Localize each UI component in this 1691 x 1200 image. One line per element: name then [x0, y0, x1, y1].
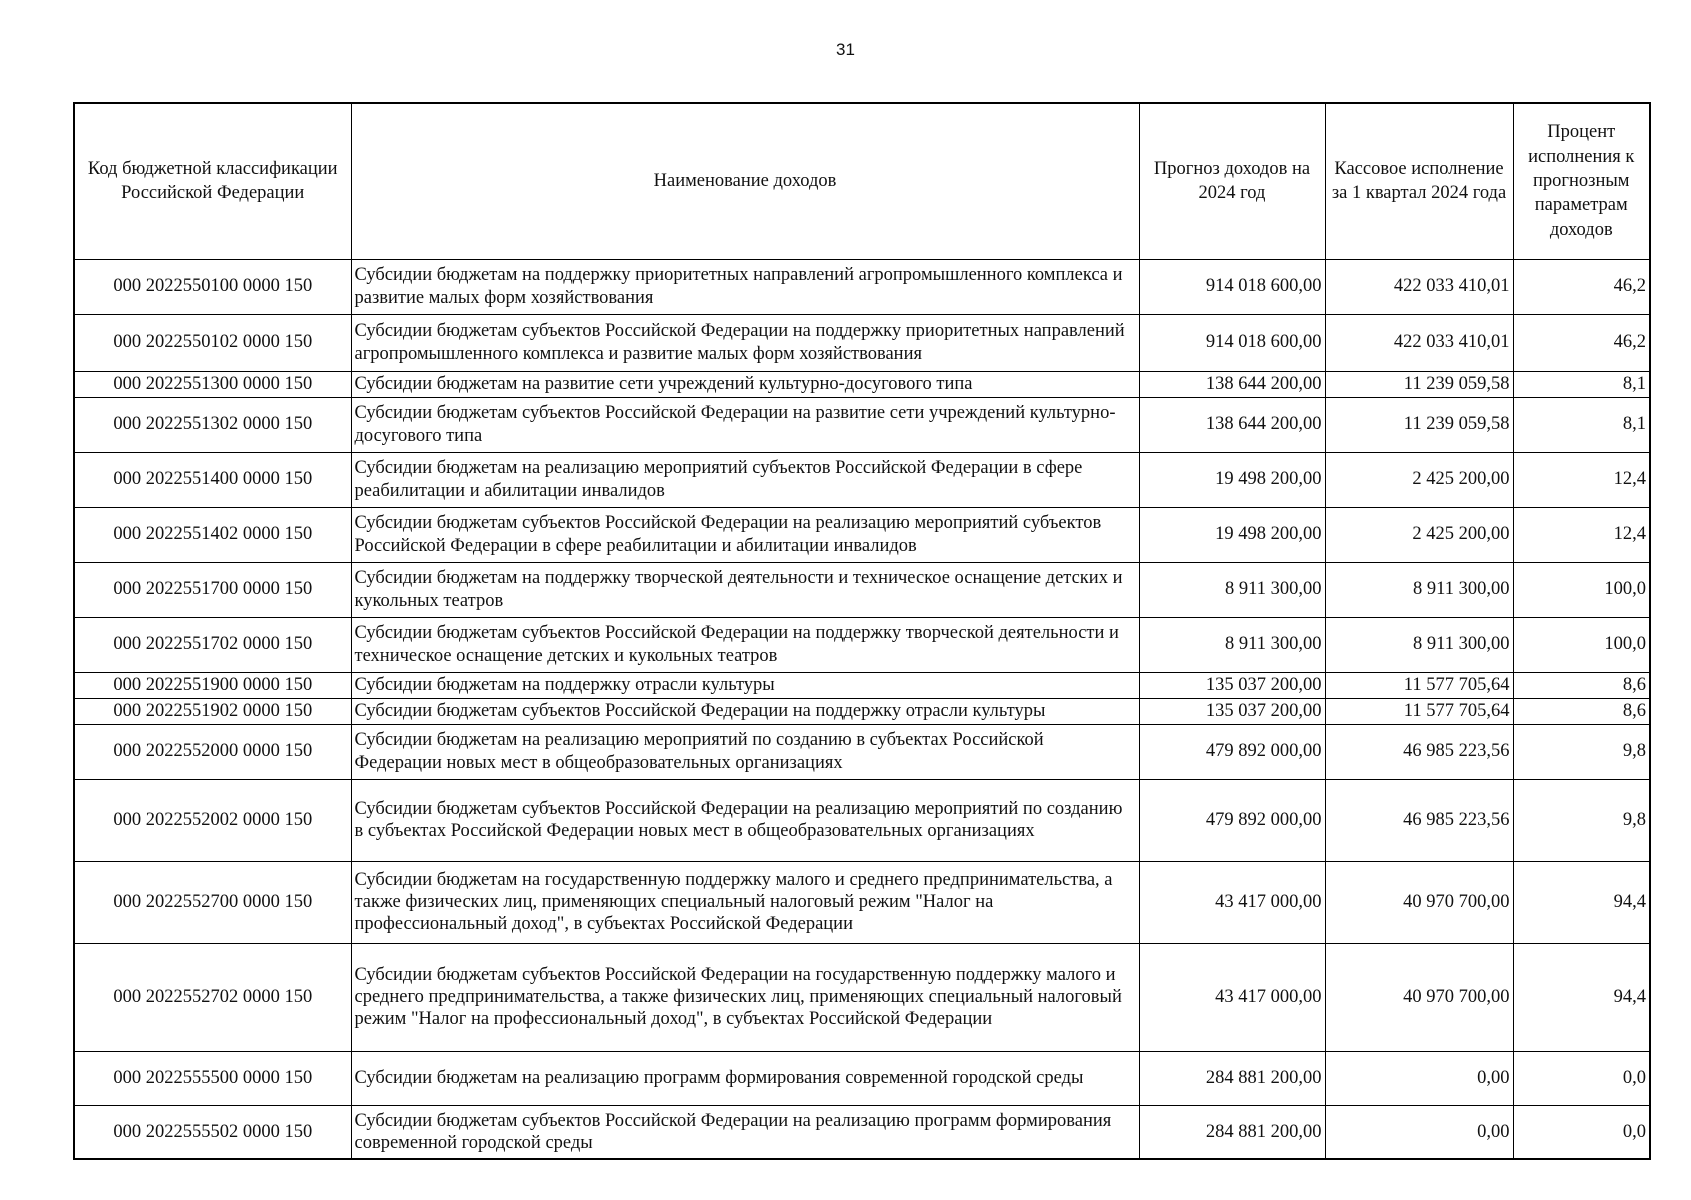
cell-name: Субсидии бюджетам субъектов Российской Федерации на реализацию программ формирования современной городской среды — [351, 1105, 1139, 1159]
cell-forecast: 19 498 200,00 — [1139, 452, 1325, 507]
cell-executed: 11 239 059,58 — [1325, 371, 1513, 397]
cell-name: Субсидии бюджетам на поддержку приоритетных направлений агропромышленного комплекса и развитие малых форм хозяйствования — [351, 259, 1139, 314]
cell-percent: 8,6 — [1513, 672, 1650, 698]
cell-executed: 0,00 — [1325, 1105, 1513, 1159]
table-row — [74, 698, 1650, 724]
cell-percent: 12,4 — [1513, 452, 1650, 507]
cell-executed: 40 970 700,00 — [1325, 861, 1513, 943]
header-code: Код бюджетной классификации Российской Федерации — [74, 103, 351, 259]
cell-name: Субсидии бюджетам на реализацию программ формирования современной городской среды — [351, 1051, 1139, 1105]
cell-executed: 422 033 410,01 — [1325, 314, 1513, 371]
cell-forecast: 135 037 200,00 — [1139, 672, 1325, 698]
cell-executed: 46 985 223,56 — [1325, 724, 1513, 779]
table-row — [74, 861, 1650, 943]
cell-code: 000 2022551700 0000 150 — [74, 562, 351, 617]
table-row — [74, 259, 1650, 314]
cell-name: Субсидии бюджетам на реализацию мероприятий по созданию в субъектах Российской Федерации новых мест в общеобразовательных организациях — [351, 724, 1139, 779]
cell-code: 000 2022551400 0000 150 — [74, 452, 351, 507]
header-percent: Процент исполнения к прогнозным параметрам доходов — [1513, 103, 1650, 259]
cell-percent: 46,2 — [1513, 259, 1650, 314]
header-executed: Кассовое исполнение за 1 квартал 2024 года — [1325, 103, 1513, 259]
cell-name: Субсидии бюджетам на поддержку творческой деятельности и техническое оснащение детских и кукольных театров — [351, 562, 1139, 617]
page-number: 31 — [836, 40, 855, 59]
cell-code: 000 2022550100 0000 150 — [74, 259, 351, 314]
cell-percent: 100,0 — [1513, 617, 1650, 672]
cell-percent: 46,2 — [1513, 314, 1650, 371]
table-row — [74, 1105, 1650, 1159]
cell-code: 000 2022555502 0000 150 — [74, 1105, 351, 1159]
table-row — [74, 617, 1650, 672]
cell-name: Субсидии бюджетам субъектов Российской Федерации на реализацию мероприятий по созданию в субъектах Российской Федерации новых мест в общеобразовательных организациях — [351, 779, 1139, 861]
cell-code: 000 2022552700 0000 150 — [74, 861, 351, 943]
revenue-table — [73, 102, 1651, 1160]
cell-forecast: 138 644 200,00 — [1139, 371, 1325, 397]
cell-forecast: 138 644 200,00 — [1139, 397, 1325, 452]
cell-forecast: 284 881 200,00 — [1139, 1051, 1325, 1105]
table-row — [74, 507, 1650, 562]
cell-percent: 9,8 — [1513, 779, 1650, 861]
cell-executed: 2 425 200,00 — [1325, 507, 1513, 562]
cell-executed: 8 911 300,00 — [1325, 562, 1513, 617]
cell-percent: 8,6 — [1513, 698, 1650, 724]
cell-percent: 0,0 — [1513, 1105, 1650, 1159]
cell-code: 000 2022552000 0000 150 — [74, 724, 351, 779]
cell-executed: 0,00 — [1325, 1051, 1513, 1105]
cell-name: Субсидии бюджетам субъектов Российской Федерации на поддержку приоритетных направлений агропромышленного комплекса и развитие малых форм хозяйствования — [351, 314, 1139, 371]
table-row — [74, 779, 1650, 861]
cell-code: 000 2022552702 0000 150 — [74, 943, 351, 1051]
cell-name: Субсидии бюджетам субъектов Российской Федерации на развитие сети учреждений культурно-досугового типа — [351, 397, 1139, 452]
cell-forecast: 914 018 600,00 — [1139, 314, 1325, 371]
cell-percent: 9,8 — [1513, 724, 1650, 779]
table-header-row — [74, 103, 1650, 259]
cell-code: 000 2022551900 0000 150 — [74, 672, 351, 698]
cell-forecast: 135 037 200,00 — [1139, 698, 1325, 724]
cell-code: 000 2022552002 0000 150 — [74, 779, 351, 861]
cell-name: Субсидии бюджетам субъектов Российской Федерации на реализацию мероприятий субъектов Российской Федерации в сфере реабилитации и абилитации инвалидов — [351, 507, 1139, 562]
cell-code: 000 2022550102 0000 150 — [74, 314, 351, 371]
table-row — [74, 452, 1650, 507]
cell-name: Субсидии бюджетам на поддержку отрасли культуры — [351, 672, 1139, 698]
cell-forecast: 914 018 600,00 — [1139, 259, 1325, 314]
cell-name: Субсидии бюджетам субъектов Российской Федерации на поддержку творческой деятельности и техническое оснащение детских и кукольных театров — [351, 617, 1139, 672]
cell-percent: 8,1 — [1513, 371, 1650, 397]
cell-code: 000 2022551902 0000 150 — [74, 698, 351, 724]
cell-code: 000 2022551402 0000 150 — [74, 507, 351, 562]
header-name: Наименование доходов — [351, 103, 1139, 259]
table-row — [74, 371, 1650, 397]
table-row — [74, 562, 1650, 617]
cell-forecast: 479 892 000,00 — [1139, 779, 1325, 861]
cell-name: Субсидии бюджетам на развитие сети учреждений культурно-досугового типа — [351, 371, 1139, 397]
cell-forecast: 8 911 300,00 — [1139, 562, 1325, 617]
cell-executed: 2 425 200,00 — [1325, 452, 1513, 507]
table-row — [74, 1051, 1650, 1105]
table-row — [74, 314, 1650, 371]
cell-code: 000 2022551702 0000 150 — [74, 617, 351, 672]
cell-percent: 100,0 — [1513, 562, 1650, 617]
cell-forecast: 43 417 000,00 — [1139, 943, 1325, 1051]
cell-name: Субсидии бюджетам на государственную поддержку малого и среднего предпринимательства, а также физических лиц, применяющих специальный налоговый режим "Налог на профессиональный доход", в субъектах Российской Федерации — [351, 861, 1139, 943]
cell-executed: 46 985 223,56 — [1325, 779, 1513, 861]
cell-forecast: 43 417 000,00 — [1139, 861, 1325, 943]
cell-percent: 94,4 — [1513, 943, 1650, 1051]
cell-executed: 11 577 705,64 — [1325, 698, 1513, 724]
cell-executed: 8 911 300,00 — [1325, 617, 1513, 672]
cell-executed: 422 033 410,01 — [1325, 259, 1513, 314]
cell-forecast: 19 498 200,00 — [1139, 507, 1325, 562]
cell-percent: 0,0 — [1513, 1051, 1650, 1105]
cell-executed: 11 577 705,64 — [1325, 672, 1513, 698]
cell-forecast: 479 892 000,00 — [1139, 724, 1325, 779]
cell-percent: 94,4 — [1513, 861, 1650, 943]
cell-executed: 40 970 700,00 — [1325, 943, 1513, 1051]
table-row — [74, 672, 1650, 698]
cell-name: Субсидии бюджетам субъектов Российской Федерации на поддержку отрасли культуры — [351, 698, 1139, 724]
cell-name: Субсидии бюджетам на реализацию мероприятий субъектов Российской Федерации в сфере реабилитации и абилитации инвалидов — [351, 452, 1139, 507]
table-row — [74, 724, 1650, 779]
cell-percent: 8,1 — [1513, 397, 1650, 452]
cell-executed: 11 239 059,58 — [1325, 397, 1513, 452]
table-row — [74, 397, 1650, 452]
cell-forecast: 8 911 300,00 — [1139, 617, 1325, 672]
cell-name: Субсидии бюджетам субъектов Российской Федерации на государственную поддержку малого и среднего предпринимательства, а также физических лиц, применяющих специальный налоговый режим "Налог на профессиональный доход", в субъектах Российской Федерации — [351, 943, 1139, 1051]
cell-code: 000 2022555500 0000 150 — [74, 1051, 351, 1105]
table-row — [74, 943, 1650, 1051]
cell-forecast: 284 881 200,00 — [1139, 1105, 1325, 1159]
header-forecast: Прогноз доходов на 2024 год — [1139, 103, 1325, 259]
cell-code: 000 2022551300 0000 150 — [74, 371, 351, 397]
cell-code: 000 2022551302 0000 150 — [74, 397, 351, 452]
cell-percent: 12,4 — [1513, 507, 1650, 562]
